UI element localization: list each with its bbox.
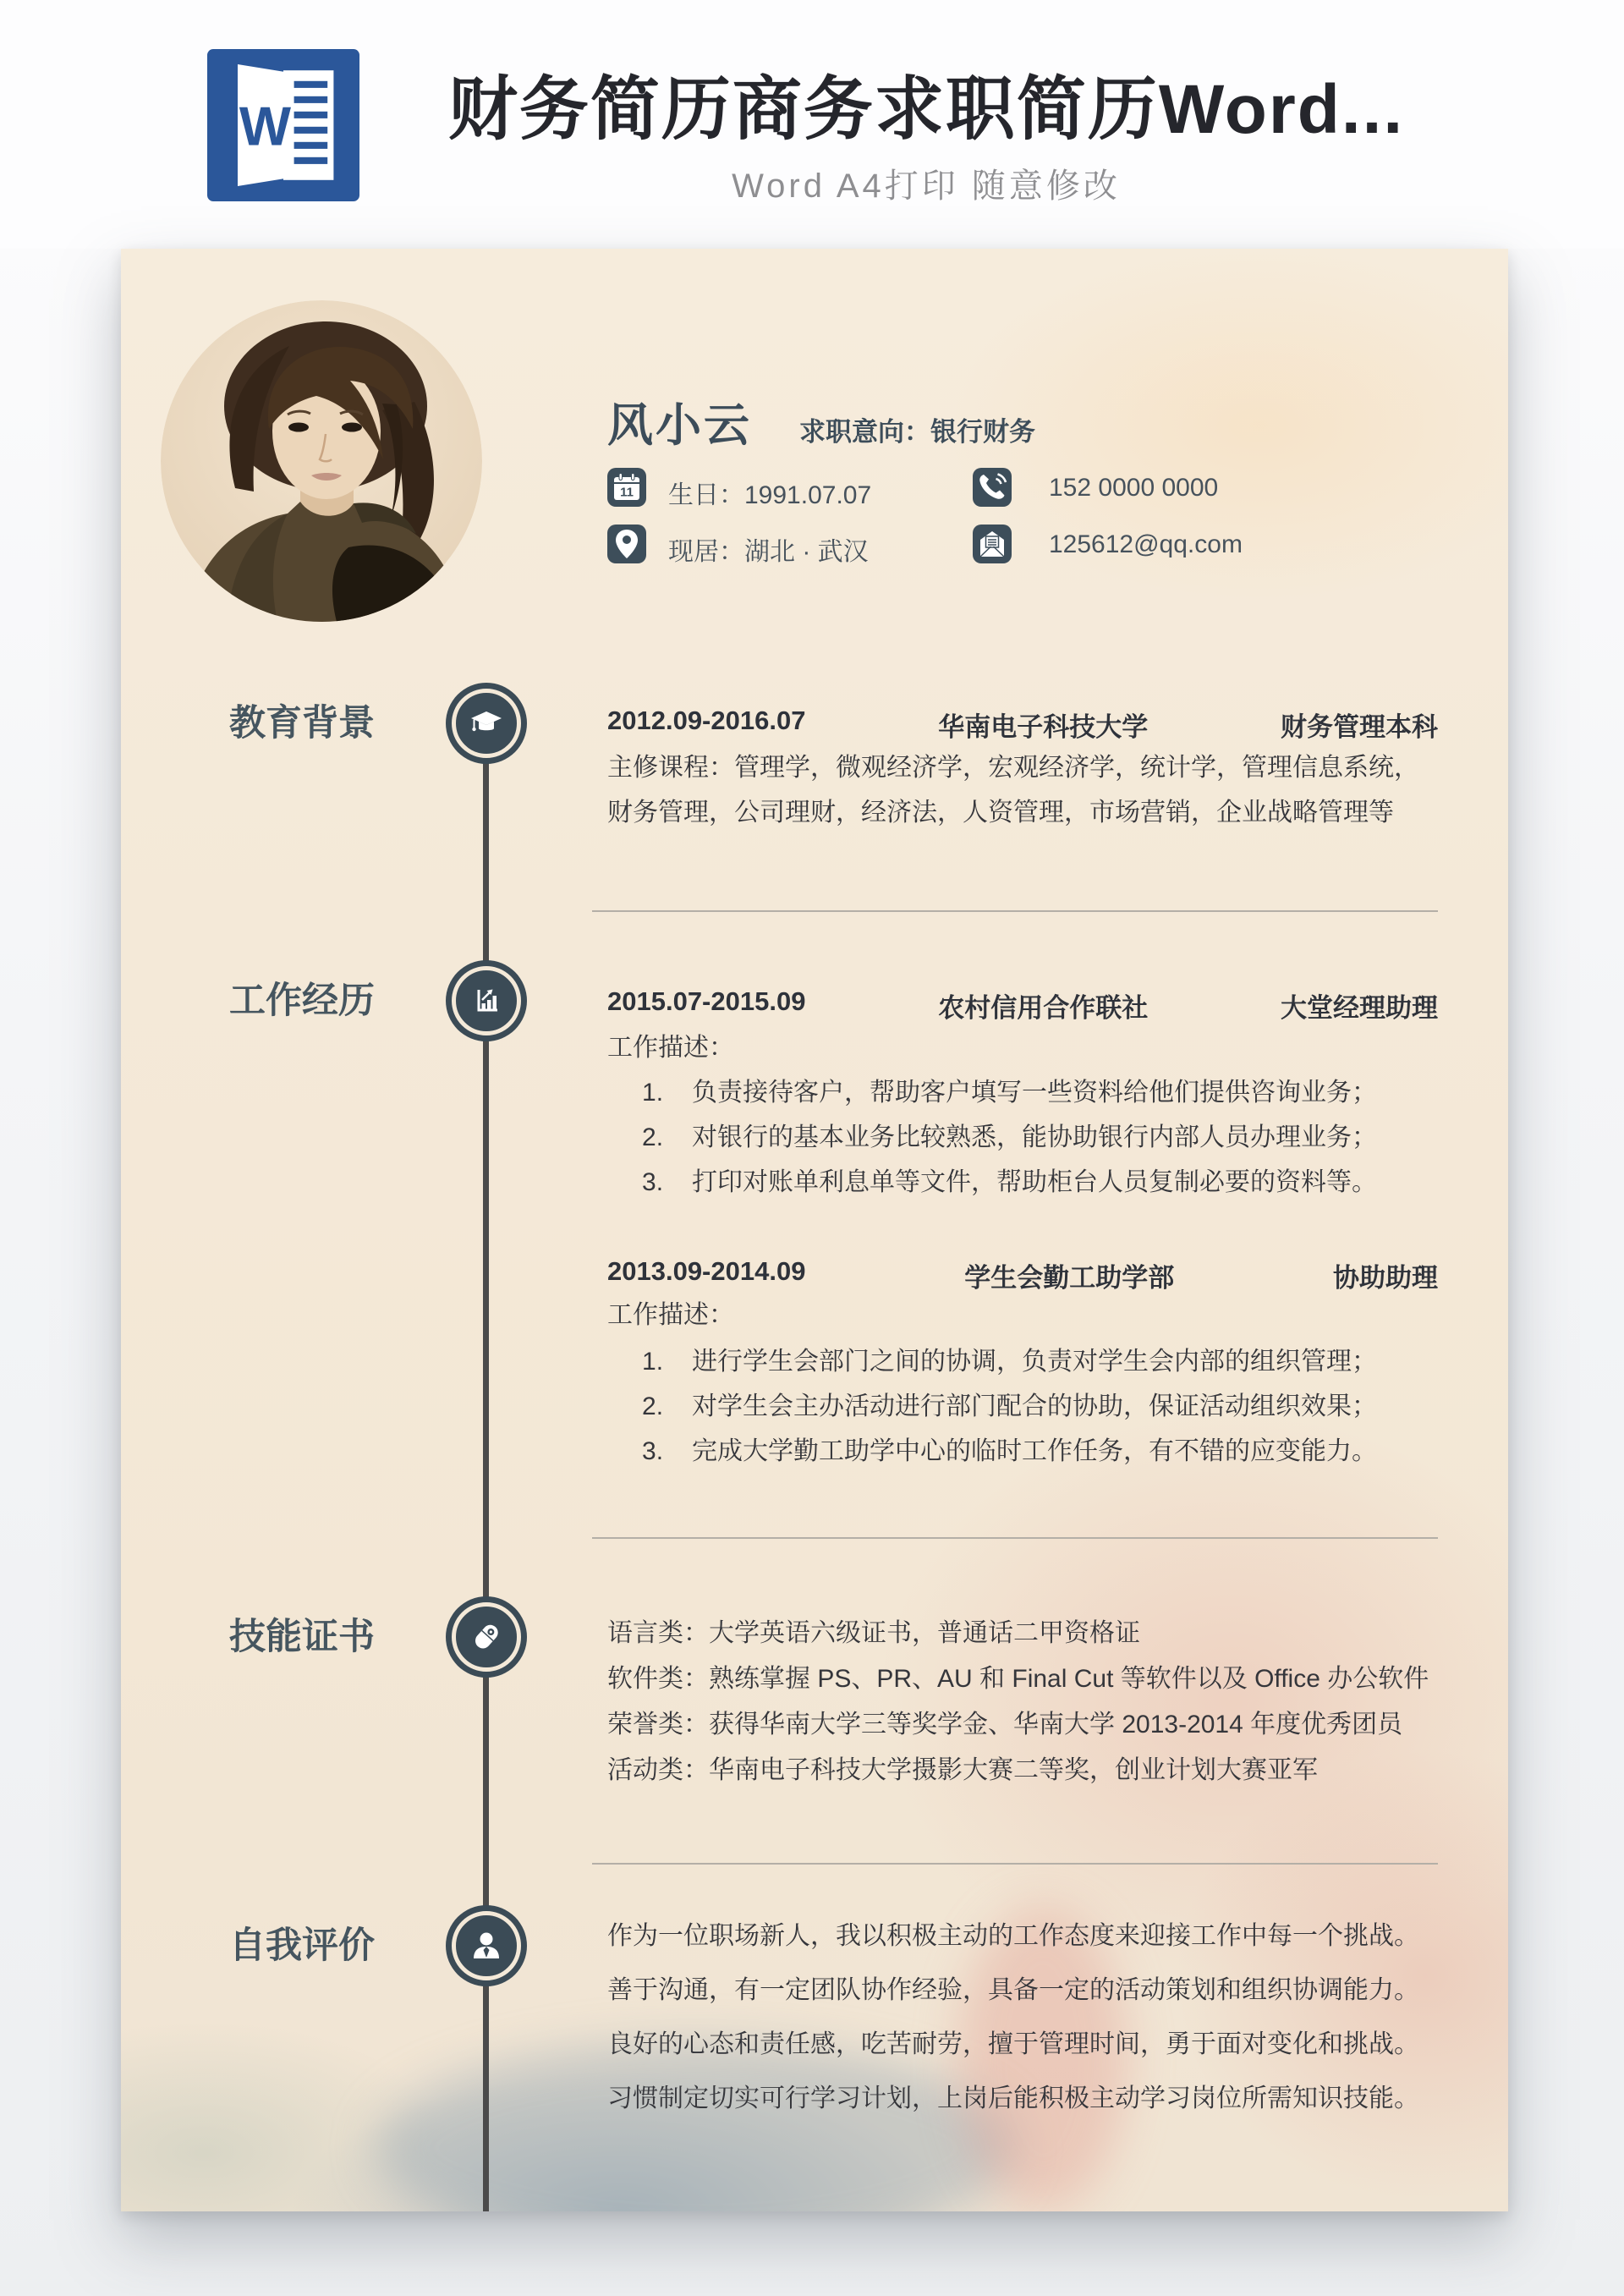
timeline-line <box>483 723 489 2211</box>
education-entry-head <box>607 706 1438 744</box>
residence-text <box>668 530 869 568</box>
education-courses-line2: 财务管理，公司理财，经济法，人资管理，市场营销，企业战略管理等 <box>607 799 1394 827</box>
page-title: 财务简历商务求职简历Word... <box>447 71 1405 148</box>
evaluation-line: 良好的心态和责任感，吃苦耐劳，擅于管理时间，勇于面对变化和挑战。 <box>607 2030 1419 2058</box>
word-file-icon <box>207 49 359 201</box>
email-text: 125612@qq.com <box>1049 530 1243 558</box>
residence-icon-chip <box>607 525 646 563</box>
list-item: 对银行的基本业务比较熟悉，能协助银行内部人员办理业务； <box>692 1123 1377 1151</box>
evaluation-line: 习惯制定切实可行学习计划，上岗后能积极主动学习岗位所需知识技能。 <box>607 2085 1419 2112</box>
objective <box>799 410 1035 448</box>
job2-desc-label: 工作描述： <box>607 1301 734 1329</box>
site-header <box>0 0 1624 249</box>
education-school: 华南电子科技大学 <box>938 712 1149 742</box>
evaluation-lines <box>607 1909 1419 2126</box>
birthday-icon-chip <box>607 468 646 507</box>
birthday-text <box>668 474 871 511</box>
evaluation-badge <box>446 1905 527 1986</box>
skills-line-language: 语言类：大学英语六级证书，普通话二甲资格证 <box>607 1619 1140 1647</box>
profile-photo <box>161 300 482 622</box>
section-label-evaluation: 自我评价 <box>229 1925 375 1966</box>
job1-entry-head <box>607 986 1438 1024</box>
page-subtitle: Word A4打印 随意修改 <box>732 168 1121 205</box>
phone-text: 152 0000 0000 <box>1049 474 1219 502</box>
job1-period: 2015.07-2015.09 <box>607 986 806 1016</box>
education-period: 2012.09-2016.07 <box>607 706 806 735</box>
evaluation-line: 作为一位职场新人，我以积极主动的工作态度来迎接工作中每一个挑战。 <box>607 1922 1419 1950</box>
list-item: 完成大学勤工助学中心的临时工作任务，有不错的应变能力。 <box>692 1437 1377 1465</box>
work-badge <box>446 960 527 1041</box>
job1-desc-label: 工作描述： <box>607 1034 734 1062</box>
education-badge <box>446 683 527 764</box>
section-label-skills: 技能证书 <box>229 1617 375 1657</box>
skills-line-software: 软件类：熟练掌握 PS、PR、AU 和 Final Cut 等软件以及 Office 办公软件 <box>607 1665 1429 1693</box>
objective-value: 银行财务 <box>930 417 1035 447</box>
birthday-value: 1991.07.07 <box>744 481 872 509</box>
person-name: 风小云 <box>607 400 752 451</box>
list-item: 打印对账单利息单等文件，帮助柜台人员复制必要的资料等。 <box>692 1168 1377 1196</box>
birthday-label: 生日： <box>668 481 744 509</box>
section-divider <box>592 1537 1438 1539</box>
job1-title: 大堂经理助理 <box>1281 993 1438 1023</box>
word-letter: W <box>239 95 291 157</box>
job2-entry-head <box>607 1256 1438 1294</box>
skills-line-honor: 荣誉类：获得华南大学三等奖学金、华南大学 2013-2014 年度优秀团员 <box>607 1711 1403 1738</box>
calendar-icon <box>608 469 645 506</box>
resume-page <box>121 249 1508 2211</box>
email-icon <box>974 525 1011 563</box>
job1-duty-list <box>607 1070 1462 1205</box>
list-item: 负责接待客户，帮助客户填写一些资料给他们提供咨询业务； <box>692 1079 1377 1107</box>
section-divider <box>592 1863 1438 1865</box>
residence-label: 现居： <box>668 538 744 566</box>
job2-company: 学生会勤工助学部 <box>964 1263 1175 1293</box>
job2-title: 协助助理 <box>1333 1263 1438 1293</box>
job1-company: 农村信用合作联社 <box>938 993 1149 1023</box>
section-label-education: 教育背景 <box>229 703 375 744</box>
evaluation-line: 善于沟通，有一定团队协作经验，具备一定的活动策划和组织协调能力。 <box>607 1976 1419 2004</box>
skills-line-activity: 活动类：华南电子科技大学摄影大赛二等奖，创业计划大赛亚军 <box>607 1756 1318 1784</box>
education-degree: 财务管理本科 <box>1281 712 1438 742</box>
graduation-cap-icon <box>468 705 505 742</box>
bar-chart-icon <box>468 982 505 1019</box>
location-pin-icon <box>608 525 645 563</box>
list-item: 进行学生会部门之间的协调，负责对学生会内部的组织管理； <box>692 1348 1377 1376</box>
job2-period: 2013.09-2014.09 <box>607 1256 806 1286</box>
section-divider <box>592 910 1438 912</box>
skills-badge <box>446 1596 527 1678</box>
objective-label: 求职意向： <box>799 417 930 447</box>
calendar-day: 11 <box>620 485 634 500</box>
mouse-icon <box>468 1618 505 1656</box>
list-item: 对学生会主办活动进行部门配合的协助，保证活动组织效果； <box>692 1392 1377 1420</box>
name-row <box>607 389 1035 454</box>
section-label-work: 工作经历 <box>229 980 375 1021</box>
job2-duty-list <box>607 1339 1462 1474</box>
phone-icon-chip <box>973 468 1012 507</box>
skills-lines <box>607 1611 1429 1793</box>
residence-value: 湖北 · 武汉 <box>744 538 869 566</box>
education-courses-line1: 主修课程：管理学，微观经济学，宏观经济学，统计学，管理信息系统， <box>607 754 1419 782</box>
phone-icon <box>974 469 1011 506</box>
person-icon <box>468 1927 505 1964</box>
email-icon-chip <box>973 525 1012 563</box>
